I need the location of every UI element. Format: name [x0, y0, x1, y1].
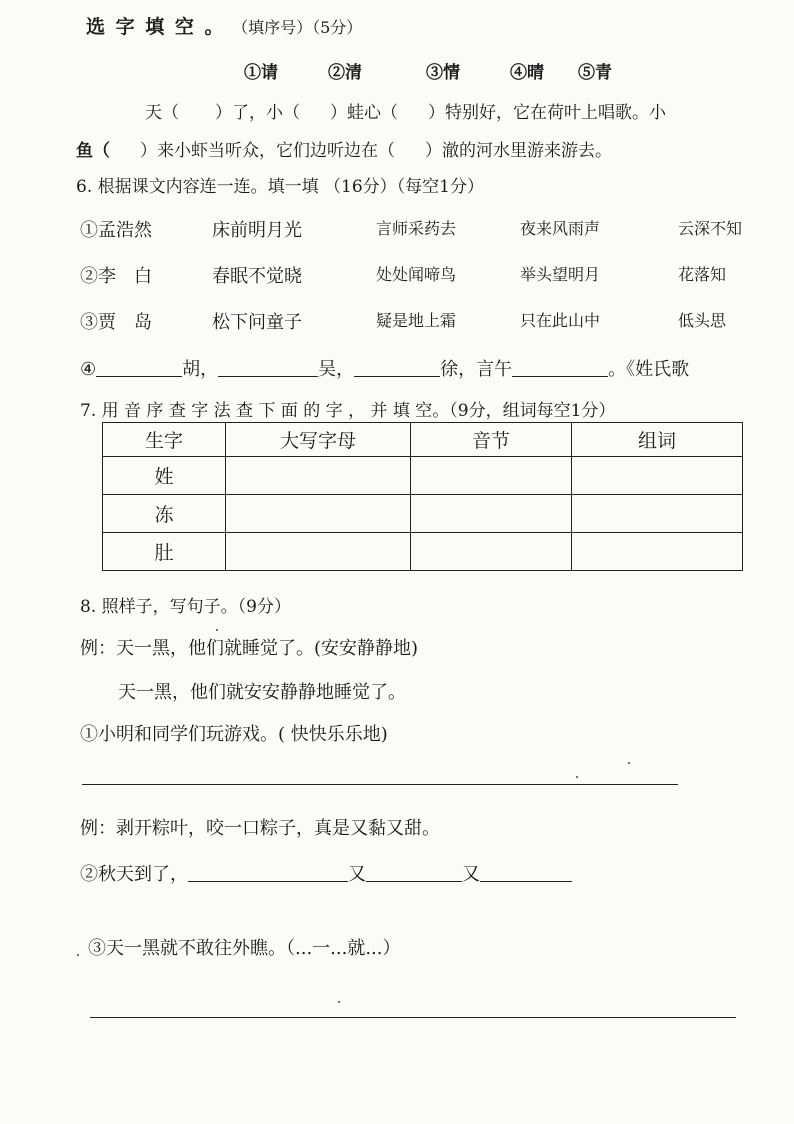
q7-cell-words-2[interactable] [572, 495, 743, 533]
q6-fill-end: 。《姓氏歌 [608, 359, 690, 380]
q6-r2-line-2: 处处闻啼鸟 [376, 265, 457, 284]
q5-s1-part-4: ）特别好，它在荷叶上唱歌。小 [428, 103, 666, 123]
q7-header-char: 生字 [103, 423, 226, 457]
q7-title: 7. 用 音 序 查 字 法 查 下 面 的 字 ， 并 填 空。（9分，组词每空1分） [80, 401, 616, 421]
q6-r1-line-3: 夜来风雨声 [520, 219, 601, 238]
q6-fill-hu: 胡， [182, 359, 219, 380]
q6-fill-wu: 吴， [318, 359, 355, 380]
q8-item-1: ①小明和同学们玩游戏。( 快快乐乐地) [80, 724, 388, 745]
q6-r2-line-4: 花落知 [678, 265, 727, 284]
q5-s2-part-2: ）来小虾当听众，它们边听边在（ [140, 141, 395, 161]
q7-header-words: 组词 [572, 423, 743, 457]
q7-cell-letter-1[interactable] [226, 457, 411, 495]
q7-char-3: 肚 [103, 533, 226, 571]
q8-example-1: 例：天一黑，他们就睡觉了。(安安静静地) [80, 638, 419, 659]
q5-sentence-2 [76, 136, 612, 161]
q7-header-letter: 大写字母 [226, 423, 411, 457]
q7-header-syllable: 音节 [411, 423, 572, 457]
q7-header-row [103, 423, 743, 457]
table-row [103, 495, 743, 533]
scan-speck [576, 776, 578, 778]
q6-r3-poet: ③贾 岛 [80, 312, 152, 333]
q8-item-2 [80, 860, 572, 886]
q6-fill-marker: ④ [80, 359, 97, 380]
q7-cell-words-3[interactable] [572, 533, 743, 571]
q6-r3-line-3: 只在此山中 [520, 311, 601, 330]
q5-s2-part-3: ）澈的河水里游来游去。 [425, 141, 612, 161]
q5-option-4: ④晴 [510, 63, 544, 83]
q8-item-2-you-2: 又 [462, 864, 480, 885]
q5-s1-part-2: ）了，小（ [215, 103, 300, 123]
q5-s1-part-3: ）蛙心（ [330, 103, 398, 123]
q8-item-2-blank-2[interactable] [366, 881, 462, 882]
q8-item-2-start: ②秋天到了， [80, 864, 188, 885]
q7-cell-syllable-2[interactable] [411, 495, 572, 533]
q7-char-1: 姓 [103, 457, 226, 495]
q6-blank-3[interactable] [354, 376, 440, 377]
scan-speck [338, 1001, 340, 1003]
q8-item-3: ③天一黑就不敢往外瞧。（...一...就...） [88, 938, 401, 959]
q8-title: 8. 照样子，写句子。（9分） [80, 597, 291, 617]
q8-example-1-answer: 天一黑，他们就安安静静地睡觉了。 [118, 682, 406, 703]
q6-fill-xu: 徐，言午 [440, 359, 513, 380]
scan-speck [216, 629, 218, 631]
q8-example-2: 例：剥开粽叶，咬一口粽子，真是又黏又甜。 [80, 818, 440, 839]
q5-title-note: （填序号）（5分） [232, 18, 363, 37]
q6-r3-line-1: 松下问童子 [212, 312, 302, 333]
q6-r2-line-1: 春眠不觉晓 [212, 266, 302, 287]
q6-r3-line-2: 疑是地上霜 [376, 311, 457, 330]
q6-fill-line [80, 355, 689, 381]
q8-answer-line-1[interactable] [82, 784, 678, 785]
q6-blank-2[interactable] [218, 376, 318, 377]
q6-r1-line-1: 床前明月光 [212, 220, 302, 241]
q8-item-2-you-1: 又 [348, 864, 366, 885]
q6-r1-poet: ①孟浩然 [80, 220, 152, 241]
q7-cell-syllable-1[interactable] [411, 457, 572, 495]
scan-speck [77, 954, 79, 956]
q6-title: 6. 根据课文内容连一连。填一填 （16分）（每空1分） [76, 177, 484, 197]
table-row [103, 457, 743, 495]
q5-s1-part-1: 天（ [145, 103, 179, 123]
table-row [103, 533, 743, 571]
q6-r2-line-3: 举头望明月 [520, 265, 601, 284]
q6-r1-line-4: 云深不知 [678, 219, 743, 238]
q7-cell-letter-2[interactable] [226, 495, 411, 533]
q7-char-2: 冻 [103, 495, 226, 533]
q7-cell-syllable-3[interactable] [411, 533, 572, 571]
q5-title-chars: 选 字 填 空 。 [86, 16, 226, 38]
q8-item-2-blank-3[interactable] [480, 881, 572, 882]
q7-cell-letter-3[interactable] [226, 533, 411, 571]
q6-blank-1[interactable] [96, 376, 182, 377]
q8-item-2-blank-1[interactable] [188, 881, 348, 882]
q7-table [102, 422, 743, 571]
q8-answer-line-3[interactable] [90, 1017, 736, 1018]
q5-option-1: ①请 [244, 63, 278, 83]
q6-blank-4[interactable] [512, 376, 608, 377]
q5-sentence-1 [145, 98, 666, 123]
q7-cell-words-1[interactable] [572, 457, 743, 495]
q5-option-5: ⑤青 [578, 63, 612, 83]
q6-r2-poet: ②李 白 [80, 266, 152, 287]
q5-title [86, 12, 362, 39]
q5-option-3: ③情 [426, 63, 460, 83]
q6-r1-line-2: 言师采药去 [376, 219, 457, 238]
q6-r3-line-4: 低头思 [678, 311, 727, 330]
scan-speck [628, 762, 630, 764]
q5-option-2: ②清 [328, 63, 362, 83]
q5-s2-part-1: 鱼（ [76, 141, 110, 161]
